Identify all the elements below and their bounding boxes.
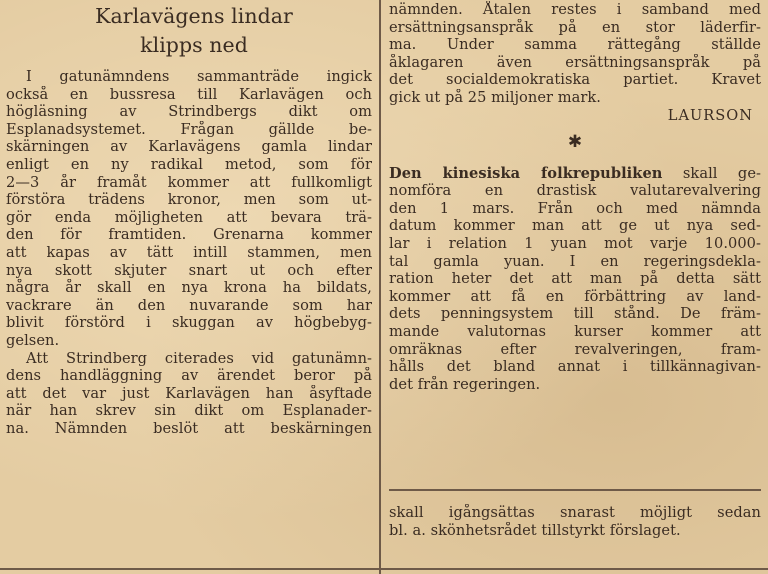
left-column xyxy=(6,0,372,437)
right-column xyxy=(389,0,761,393)
item-lead-rest: skall ge- xyxy=(682,164,761,182)
text-line: dets penningsystem till stånd. De främ- xyxy=(389,305,761,323)
text-line: skärningen av Karlavägens gamla lindar xyxy=(6,138,372,156)
text-line: det socialdemokratiska partiet. Kravet xyxy=(389,71,761,89)
text-line: högläsning av Strindbergs dikt om xyxy=(6,103,372,121)
continued-article-tail xyxy=(389,504,761,539)
text-line: hålls det bland annat i tillkännagivan- xyxy=(389,358,761,376)
previous-article-tail xyxy=(389,0,761,165)
text-line: na. Nämnden beslöt att beskärningen xyxy=(6,419,372,437)
text-line: I gatunämndens sammanträde ingick xyxy=(26,68,372,85)
text-line: kommer att få en förbättring av land- xyxy=(389,287,761,305)
item-lead: Den kinesiska folkrepubliken xyxy=(389,164,663,182)
text-line: enligt en ny radikal metod, som för xyxy=(6,155,372,173)
headline-line-1: Karlavägens lindar xyxy=(95,4,293,28)
text-line: när han skrev sin dikt om Esplanader- xyxy=(6,402,372,420)
column-divider xyxy=(379,0,381,574)
text-line: ersättningsanspråk på en stor läderfir- xyxy=(389,18,761,36)
text-line: omräknas efter revalveringen, fram- xyxy=(389,340,761,358)
article-headline xyxy=(6,0,372,60)
text-line: att det var just Karlavägen han åsyftade xyxy=(6,384,372,402)
text-line: gelsen. xyxy=(6,331,60,349)
text-line: ration heter det att man på detta sätt xyxy=(389,270,761,288)
text-line: gör enda möjligheten att bevara trä- xyxy=(6,208,372,226)
headline-line-2: klipps ned xyxy=(140,33,248,57)
text-line: tal gamla yuan. I en regeringsdekla- xyxy=(389,252,761,270)
news-item-china xyxy=(389,165,761,394)
text-line: mande valutornas kurser kommer att xyxy=(389,322,761,340)
text-line: den 1 mars. Från och med nämnda xyxy=(389,199,761,217)
text-line: också en bussresa till Karlavägen och xyxy=(6,85,372,103)
text-line: Esplanadsystemet. Frågan gällde be- xyxy=(6,120,372,138)
text-line: datum kommer man att ge ut nya sed- xyxy=(389,217,761,235)
text-line: åklagaren även ersättningsanspråk på xyxy=(389,53,761,71)
text-line: blivit förstörd i skuggan av högbebyg- xyxy=(6,314,372,332)
bottom-border xyxy=(0,568,768,570)
text-line: dens handläggning av ärendet beror på xyxy=(6,367,372,385)
text-line: Att Strindberg citerades vid gatunämn- xyxy=(26,349,372,367)
text-line: bl. a. skönhetsrådet tillstyrkt förslaget. xyxy=(389,521,681,539)
text-line: nomföra en drastisk valutarevalvering xyxy=(389,182,761,200)
text-line: ma. Under samma rättegång ställde xyxy=(389,36,761,54)
text-line xyxy=(389,165,761,183)
asterisk-separator-icon: ✱ xyxy=(567,131,583,152)
text-line: nya skott skjuter snart ut och efter xyxy=(6,261,372,279)
text-line: nämnden. Åtalen restes i samband med xyxy=(389,1,761,18)
text-line: skall igångsättas snarast möjligt sedan xyxy=(389,504,761,521)
article-body xyxy=(6,68,372,437)
text-line: förstöra trädens kronor, men som ut- xyxy=(6,191,372,209)
text-line: den för framtiden. Grenarna kommer xyxy=(6,226,372,244)
text-line: vackrare än den nuvarande som har xyxy=(6,296,372,314)
text-line: 2—3 år framåt kommer att fullkomligt xyxy=(6,173,372,191)
section-divider xyxy=(389,489,761,491)
text-line: några år skall en nya krona ha bildats, xyxy=(6,279,372,297)
text-line: att kapas av tätt intill stammen, men xyxy=(6,243,372,261)
text-line: det från regeringen. xyxy=(389,375,541,393)
author-signature: LAURSON xyxy=(667,106,753,124)
text-line: lar i relation 1 yuan mot varje 10.000- xyxy=(389,234,761,252)
text-line: gick ut på 25 miljoner mark. xyxy=(389,88,601,106)
